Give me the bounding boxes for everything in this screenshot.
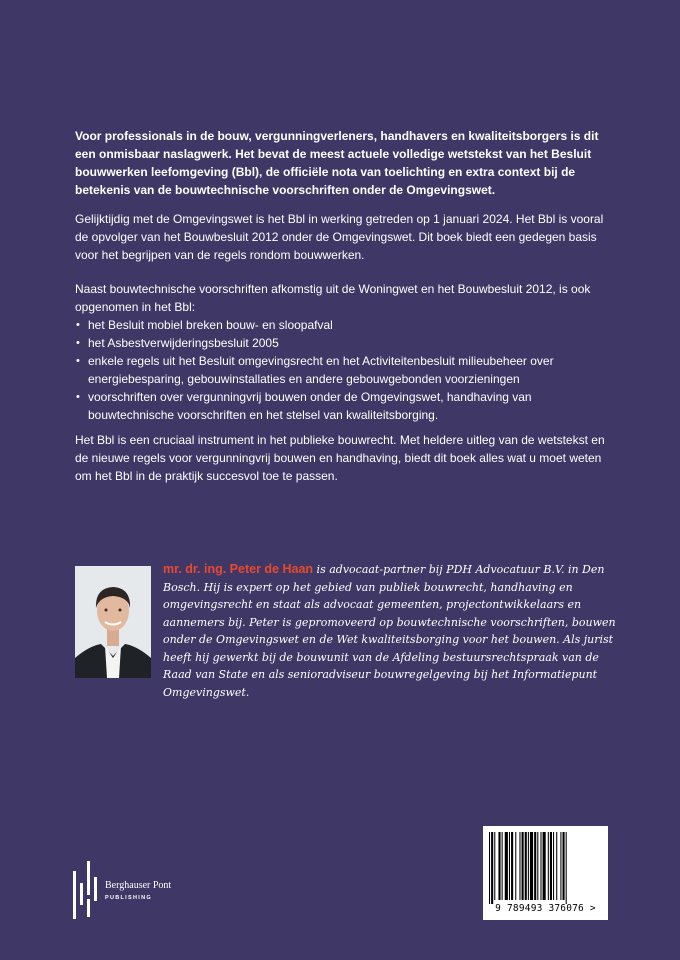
body-paragraph-3: Naast bouwtechnische voorschriften afkomstig uit de Woningwet en het Bouwbesluit 2012, is ook opgenomen in het Bbl:	[75, 282, 591, 314]
author-name: mr. dr. ing. Peter de Haan	[163, 562, 314, 576]
intro-paragraph: Voor professionals in de bouw, vergunningverleners, handhavers en kwaliteitsborgers is dit een onmisbaar naslagwerk. Het bevat de meest actuele volledige wetstekst van het Besluit bouwwerken leefomgeving (Bbl), de officiële nota van toelichting en extra context bij de betekenis van de bouwtechnische voorschriften onder de Omgevingswet.	[75, 129, 599, 197]
bullet-dot: •	[76, 391, 80, 403]
bullet-list	[75, 316, 615, 424]
bullet-text: het Asbestverwijderingsbesluit 2005	[88, 336, 279, 350]
publisher-logo	[72, 857, 212, 919]
bullet-dot: •	[76, 319, 80, 331]
bullet-text: het Besluit mobiel breken bouw- en sloopafval	[88, 318, 333, 332]
publisher-subline: PUBLISHING	[105, 895, 152, 901]
author-bio-text: is advocaat-partner bij PDH Advocatuur B.V. in Den Bosch. Hij is expert op het gebied van publiek bouwrecht, handhaving en omgevingsrecht en staat als advocaat gemeenten, projectontwikkelaars en aannemers bij. Peter is gepromoveerd op bouwtechnische voorschriften, bouwen onder de Omgevingswet en de Wet kwaliteitsborging voor het bouwen. Als jurist heeft hij gewerkt bij de bouwunit van de Afdeling bestuursrechtspraak van de Raad van State en als senioradviseur bouwregelgeving bij het Informatiepunt Omgevingswet.	[163, 563, 616, 699]
bullet-item	[75, 334, 615, 352]
author-portrait-illustration	[75, 566, 151, 678]
barcode	[483, 826, 608, 920]
author-photo	[75, 566, 151, 678]
body-paragraph-2: Gelijktijdig met de Omgevingswet is het Bbl in werking getreden op 1 januari 2024. Het Bbl is vooral de opvolger van het Bouwbesluit 2012 onder de Omgevingswet. Dit boek biedt een gedegen basis voor het begrijpen van de regels rondom bouwwerken.	[75, 212, 604, 262]
publisher-mark-icon	[72, 857, 102, 919]
bullet-dot: •	[76, 355, 80, 367]
bullet-item	[75, 316, 615, 334]
bullet-item	[75, 388, 615, 424]
publisher-name: Berghauser Pont	[105, 880, 172, 891]
bullet-dot: •	[76, 337, 80, 349]
bullet-text: enkele regels uit het Besluit omgevingsrecht en het Activiteitenbesluit milieubeheer over energiebesparing, gebouwinstallaties en andere gebouwgebonden voorzieningen	[88, 354, 554, 386]
author-bio	[163, 561, 623, 701]
isbn-number: 9 789493 376076 >	[495, 903, 596, 914]
bullet-text: voorschriften over vergunningvrij bouwen onder de Omgevingswet, handhaving van bouwtechnische voorschriften en het stelsel van kwaliteitsborging.	[88, 390, 532, 422]
bullet-item	[75, 352, 615, 388]
body-paragraph-4: Het Bbl is een cruciaal instrument in het publieke bouwrecht. Met heldere uitleg van de wetstekst en de nieuwe regels voor vergunningvrij bouwen en handhaving, biedt dit boek alles wat u moet weten om het Bbl in de praktijk succesvol toe te passen.	[75, 433, 605, 483]
